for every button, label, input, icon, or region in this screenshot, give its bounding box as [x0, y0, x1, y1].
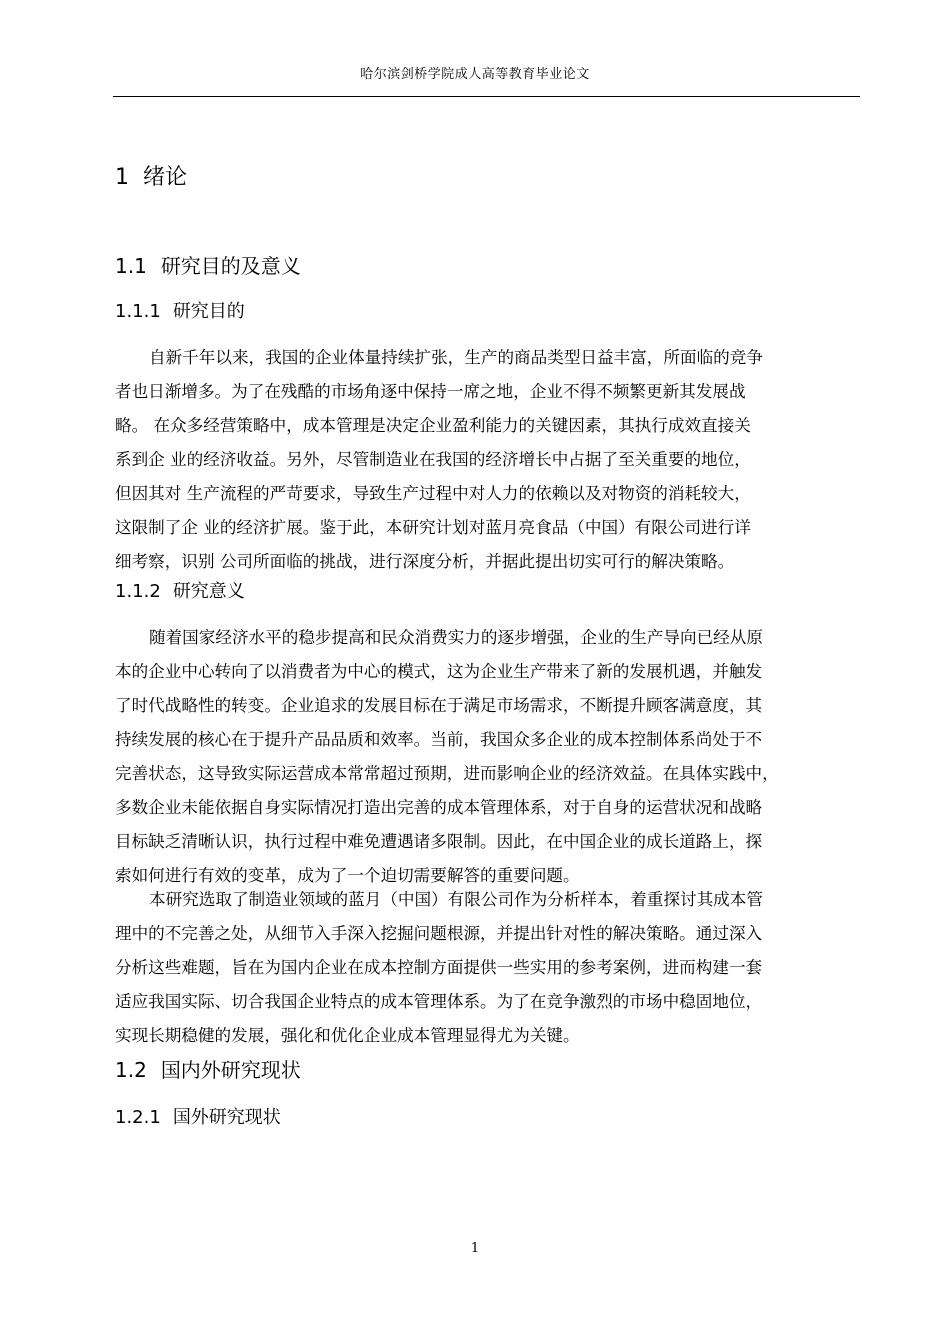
- paragraph-line: 者也日渐增多。为了在残酷的市场角逐中保持一席之地，企业不得不频繁更新其发展战: [115, 382, 746, 401]
- paragraph-line: 了时代战略性的转变。企业追求的发展目标在于满足市场需求，不断提升顾客满意度，其: [115, 696, 763, 715]
- paragraph-line: 略。 在众多经营策略中，成本管理是决定企业盈利能力的关键因素，其执行成效直接关: [115, 416, 751, 435]
- subsection-title: 研究意义: [172, 581, 245, 602]
- subsection-title: 研究目的: [172, 301, 245, 322]
- header-rule: [113, 96, 860, 97]
- paragraph-line: 系到企 业的经济收益。另外，尽管制造业在我国的经济增长中占据了至关重要的地位，: [115, 450, 751, 469]
- paragraph-line: 适应我国实际、切合我国企业特点的成本管理体系。为了在竞争激烈的市场中稳固地位，: [115, 992, 763, 1011]
- subsection-number: 1.1.1: [115, 301, 161, 322]
- paragraph-line: 索如何进行有效的变革，成为了一个迫切需要解答的重要问题。: [115, 866, 580, 885]
- subsection-heading-1-2-1: [115, 1105, 281, 1131]
- page-number: 1: [470, 1241, 480, 1256]
- subsection-heading-1-1-1: [115, 299, 245, 325]
- paragraph-line: 持续发展的核心在于提升产品品质和效率。当前，我国众多企业的成本控制体系尚处于不: [115, 730, 763, 749]
- subsection-number: 1.1.2: [115, 581, 161, 602]
- chapter-heading: [115, 163, 187, 193]
- section-number: 1.2: [115, 1058, 147, 1082]
- subsection-number: 1.2.1: [115, 1107, 161, 1128]
- paragraph-line: 但因其对 生产流程的严苛要求，导致生产过程中对人力的依赖以及对物资的消耗较大，: [115, 484, 751, 503]
- paragraph-line: 目标缺乏清晰认识，执行过程中难免遭遇诸多限制。因此，在中国企业的成长道路上，探: [115, 832, 763, 851]
- paragraph-research-purpose: [115, 341, 863, 579]
- running-header: 哈尔滨剑桥学院成人高等教育毕业论文: [360, 67, 590, 82]
- paragraph-line: 分析这些难题，旨在为国内企业在成本控制方面提供一些实用的参考案例，进而构建一套: [115, 958, 763, 977]
- paragraph-research-significance-2: [115, 883, 863, 1053]
- section-title: 国内外研究现状: [160, 1058, 301, 1082]
- chapter-number: 1: [115, 165, 129, 190]
- subsection-title: 国外研究现状: [172, 1107, 281, 1128]
- paragraph-research-significance-1: [115, 621, 863, 893]
- paragraph-line: 这限制了企 业的经济扩展。鉴于此，本研究计划对蓝月亮食品（中国）有限公司进行详: [115, 518, 751, 537]
- section-heading-1-2: [115, 1056, 301, 1084]
- paragraph-line: 完善状态，这导致实际运营成本常常超过预期，进而影响企业的经济效益。在具体实践中，: [115, 764, 779, 783]
- paragraph-line: 自新千年以来，我国的企业体量持续扩张，生产的商品类型日益丰富，所面临的竞争: [149, 348, 763, 367]
- paragraph-line: 随着国家经济水平的稳步提高和民众消费实力的逐步增强，企业的生产导向已经从原: [149, 628, 763, 647]
- paragraph-line: 多数企业未能依据自身实际情况打造出完善的成本管理体系，对于自身的运营状况和战略: [115, 798, 763, 817]
- chapter-title: 绪论: [143, 165, 188, 190]
- section-title: 研究目的及意义: [160, 254, 301, 278]
- paragraph-line: 本的企业中心转向了以消费者为中心的模式，这为企业生产带来了新的发展机遇，并触发: [115, 662, 763, 681]
- paragraph-line: 本研究选取了制造业领域的蓝月（中国）有限公司作为分析样本，着重探讨其成本管: [149, 890, 763, 909]
- paragraph-line: 实现长期稳健的发展，强化和优化企业成本管理显得尤为关键。: [115, 1026, 580, 1045]
- subsection-heading-1-1-2: [115, 579, 245, 605]
- section-heading-1-1: [115, 252, 301, 280]
- section-number: 1.1: [115, 254, 147, 278]
- paragraph-line: 细考察，识别 公司所面临的挑战，进行深度分析，并据此提出切实可行的解决策略。: [115, 552, 735, 571]
- paragraph-line: 理中的不完善之处，从细节入手深入挖掘问题根源，并提出针对性的解决策略。通过深入: [115, 924, 763, 943]
